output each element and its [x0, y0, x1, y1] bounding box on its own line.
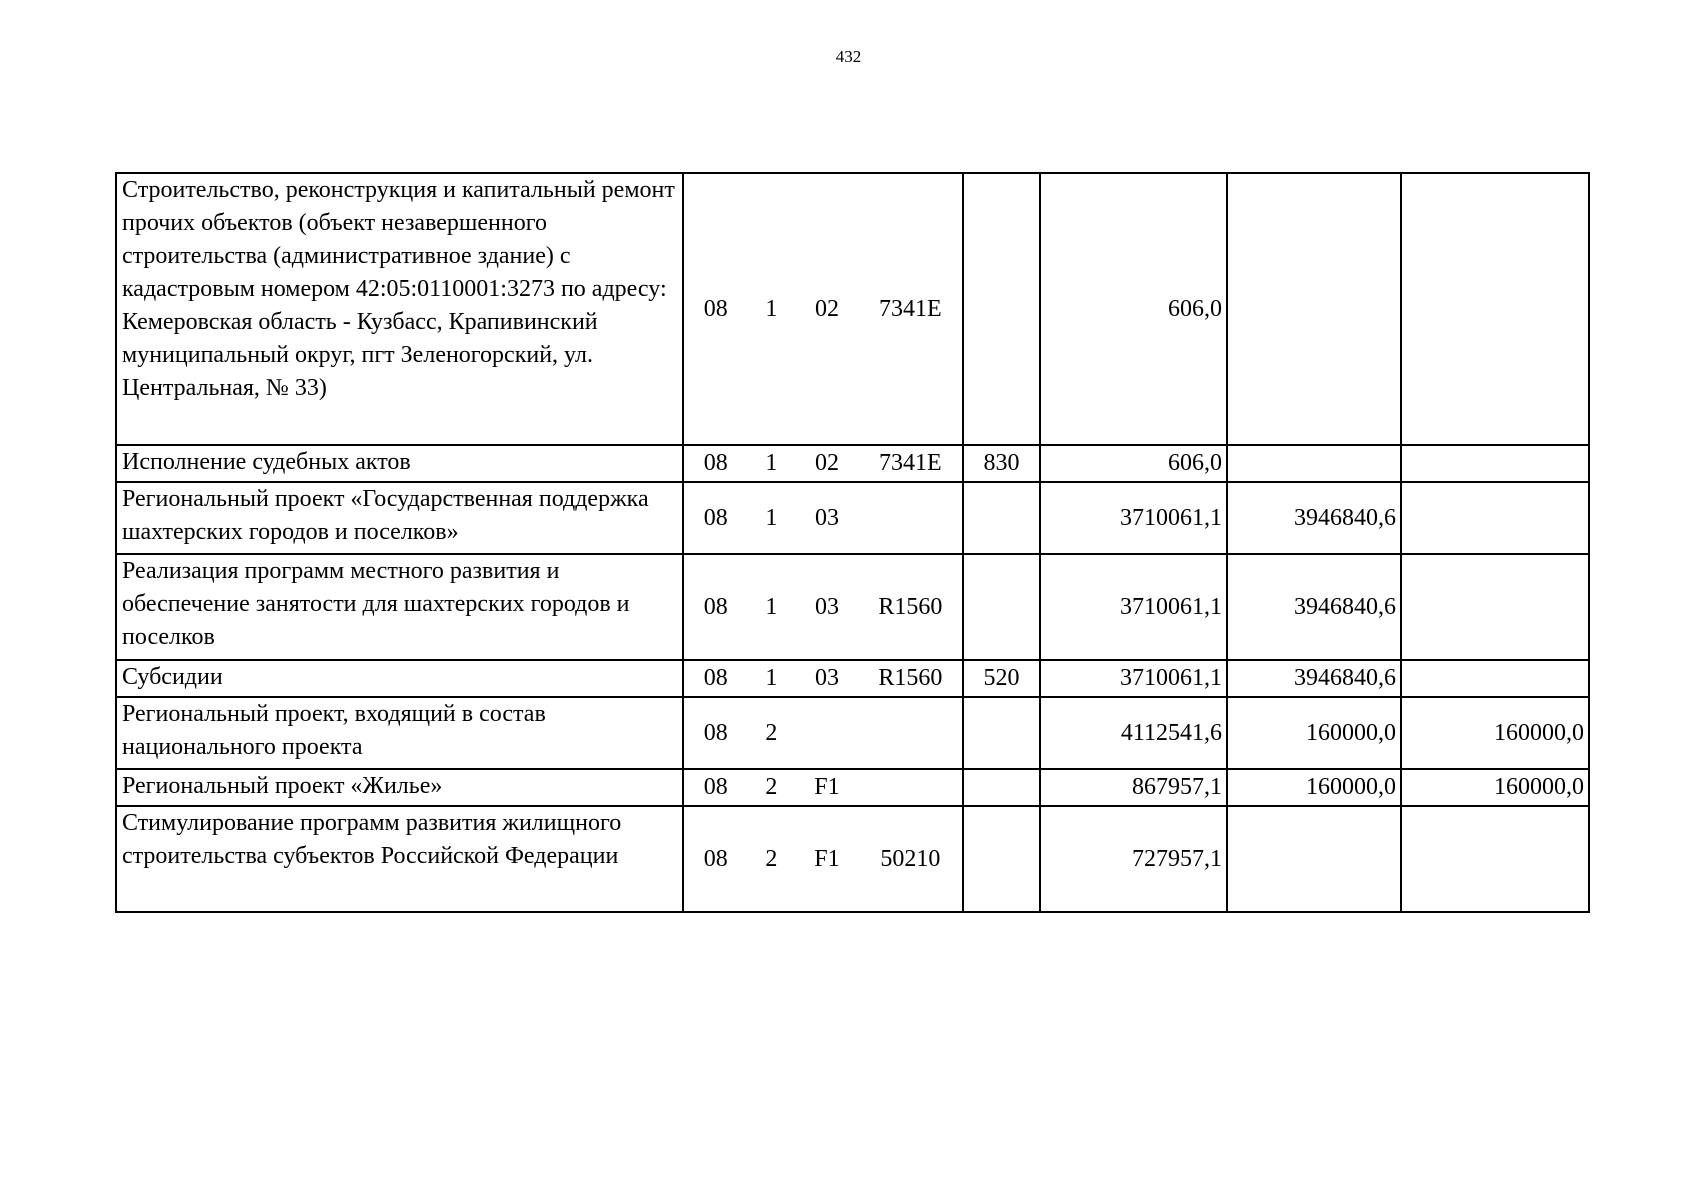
- amount-year-2: [1227, 173, 1401, 445]
- code-main-event: 02: [814, 295, 839, 322]
- amount-year-3: [1401, 806, 1589, 912]
- amount-year-2: 3946840,6: [1227, 482, 1401, 554]
- amount-year-1: 606,0: [1040, 173, 1227, 445]
- code-program: 08: [703, 450, 728, 476]
- code-main-event: F1: [814, 845, 840, 872]
- code-program: 08: [703, 593, 728, 620]
- code-expense-type: [963, 769, 1040, 806]
- code-subprogram: 1: [765, 450, 778, 476]
- code-expense-type: [963, 697, 1040, 769]
- amount-year-2: 160000,0: [1227, 769, 1401, 806]
- amount-year-3: 160000,0: [1401, 697, 1589, 769]
- row-name: Реализация программ местного развития и обеспечение занятости для шахтерских городов и поселков: [116, 554, 683, 660]
- code-expense-type: 830: [963, 445, 1040, 482]
- code-direction: 50210: [880, 845, 941, 872]
- code-direction: R1560: [878, 593, 943, 620]
- amount-year-1: 4112541,6: [1040, 697, 1227, 769]
- code-direction: 7341E: [879, 295, 942, 322]
- row-codes: [683, 445, 963, 482]
- amount-year-3: [1401, 482, 1589, 554]
- row-name: Стимулирование программ развития жилищного строительства субъектов Российской Федерации: [116, 806, 683, 912]
- row-codes: [683, 769, 963, 806]
- code-program: 08: [703, 719, 728, 746]
- budget-table-body: [116, 173, 1589, 912]
- table-row: [116, 554, 1589, 660]
- amount-year-1: 3710061,1: [1040, 482, 1227, 554]
- code-subprogram: 1: [765, 665, 778, 691]
- row-codes: [683, 697, 963, 769]
- code-program: 08: [703, 665, 728, 691]
- table-row: [116, 806, 1589, 912]
- row-name: Региональный проект, входящий в состав национального проекта: [116, 697, 683, 769]
- amount-year-1: 606,0: [1040, 445, 1227, 482]
- amount-year-3: [1401, 660, 1589, 697]
- row-name: Региональный проект «Государственная поддержка шахтерских городов и поселков»: [116, 482, 683, 554]
- amount-year-3: [1401, 445, 1589, 482]
- budget-table: [115, 172, 1590, 913]
- amount-year-2: 3946840,6: [1227, 554, 1401, 660]
- amount-year-2: [1227, 445, 1401, 482]
- code-expense-type: [963, 173, 1040, 445]
- amount-year-1: 727957,1: [1040, 806, 1227, 912]
- amount-year-3: 160000,0: [1401, 769, 1589, 806]
- code-main-event: 03: [814, 665, 839, 691]
- code-expense-type: [963, 482, 1040, 554]
- code-program: 08: [703, 845, 728, 872]
- row-name: Исполнение судебных актов: [116, 445, 683, 482]
- table-row: [116, 482, 1589, 554]
- code-program: 08: [703, 504, 728, 531]
- code-main-event: 03: [814, 504, 839, 531]
- amount-year-3: [1401, 173, 1589, 445]
- code-main-event: 03: [814, 593, 839, 620]
- row-codes: [683, 660, 963, 697]
- amount-year-3: [1401, 554, 1589, 660]
- table-row: [116, 660, 1589, 697]
- amount-year-1: 3710061,1: [1040, 660, 1227, 697]
- amount-year-2: [1227, 806, 1401, 912]
- table-row: [116, 445, 1589, 482]
- amount-year-2: 160000,0: [1227, 697, 1401, 769]
- table-row: [116, 697, 1589, 769]
- code-subprogram: 2: [765, 774, 778, 800]
- row-codes: [683, 554, 963, 660]
- code-subprogram: 2: [765, 845, 778, 872]
- amount-year-2: 3946840,6: [1227, 660, 1401, 697]
- row-name: Региональный проект «Жилье»: [116, 769, 683, 806]
- row-name: Строительство, реконструкция и капитальный ремонт прочих объектов (объект незавершенного строительства (административное здание) с кадастровым номером 42:05:0110001:3273 по адресу: Кемеровская область - Кузбасс, Крапивинский муниципальный округ, пгт Зеленогорский, ул. Центральная, № 33): [116, 173, 683, 445]
- row-name: Субсидии: [116, 660, 683, 697]
- code-main-event: 02: [814, 450, 839, 476]
- row-codes: [683, 173, 963, 445]
- code-subprogram: 1: [765, 593, 778, 620]
- code-main-event: F1: [814, 774, 840, 800]
- code-expense-type: [963, 806, 1040, 912]
- table-row: [116, 769, 1589, 806]
- code-subprogram: 1: [765, 295, 778, 322]
- row-codes: [683, 482, 963, 554]
- code-direction: R1560: [878, 665, 943, 691]
- row-codes: [683, 806, 963, 912]
- page-number: 432: [835, 47, 862, 66]
- table-row: [116, 173, 1589, 445]
- code-subprogram: 2: [765, 719, 778, 746]
- code-direction: 7341E: [879, 450, 942, 476]
- code-program: 08: [703, 774, 728, 800]
- code-program: 08: [703, 295, 728, 322]
- code-expense-type: [963, 554, 1040, 660]
- amount-year-1: 867957,1: [1040, 769, 1227, 806]
- amount-year-1: 3710061,1: [1040, 554, 1227, 660]
- code-expense-type: 520: [963, 660, 1040, 697]
- code-subprogram: 1: [765, 504, 778, 531]
